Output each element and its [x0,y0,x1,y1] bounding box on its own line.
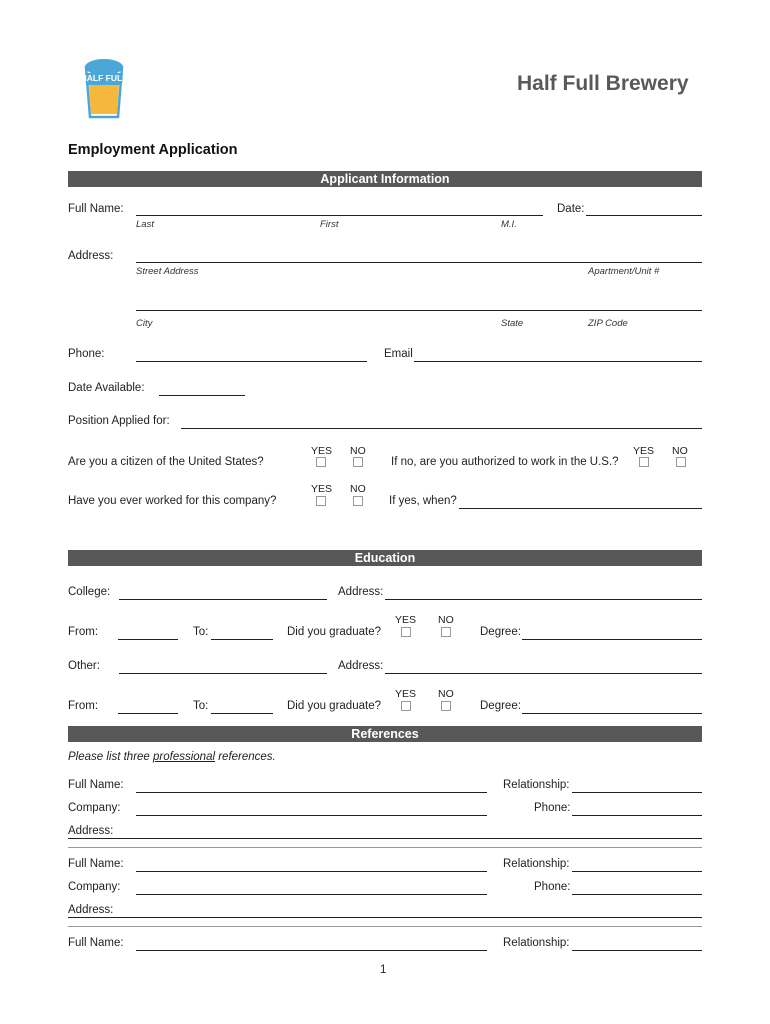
other-from-field[interactable] [118,713,178,714]
ref1-address-label: Address: [68,825,114,837]
citizen-no-checkbox[interactable] [353,457,363,467]
when-field[interactable] [459,508,702,509]
ref1-divider [68,847,702,848]
college-graduate-label: Did you graduate? [287,626,381,638]
zip-sublabel: ZIP Code [588,318,628,329]
other-address-field[interactable] [385,673,702,674]
other-graduate-label: Did you graduate? [287,700,381,712]
citizen-yes-label: YES [311,445,333,457]
ref1-relationship-field[interactable] [572,792,702,793]
college-from-field[interactable] [118,639,178,640]
email-field[interactable] [414,361,702,362]
ref3-full-name-label: Full Name: [68,937,124,949]
college-grad-no-label: NO [438,614,454,626]
ref2-company-label: Company: [68,881,121,893]
full-name-label: Full Name: [68,203,124,215]
college-field[interactable] [119,599,327,600]
mi-sublabel: M.I. [501,219,517,230]
page-number: 1 [380,964,387,976]
other-label: Other: [68,660,100,672]
ref2-address-field[interactable] [68,917,702,918]
college-degree-label: Degree: [480,626,521,638]
city-state-zip-field[interactable] [136,310,702,311]
authorized-no-label: NO [672,445,688,457]
city-sublabel: City [136,318,153,329]
ref2-divider [68,926,702,927]
date-available-label: Date Available: [68,382,145,394]
email-label: Email [384,348,413,360]
ref1-phone-field[interactable] [572,815,702,816]
college-to-field[interactable] [211,639,273,640]
worked-yes-checkbox[interactable] [316,496,326,506]
other-grad-no-checkbox[interactable] [441,701,451,711]
phone-field[interactable] [136,361,367,362]
ref2-full-name-label: Full Name: [68,858,124,870]
state-sublabel: State [501,318,524,329]
other-to-field[interactable] [211,713,273,714]
citizen-yes-checkbox[interactable] [316,457,326,467]
authorized-yes-label: YES [633,445,655,457]
references-instruction: Please list three professional references. [68,751,276,763]
ref1-phone-label: Phone: [534,802,571,814]
other-degree-label: Degree: [480,700,521,712]
date-label: Date: [557,203,585,215]
address-label: Address: [68,250,114,262]
other-degree-field[interactable] [522,713,702,714]
street-address-field[interactable] [136,262,702,263]
citizen-no-label: NO [350,445,366,457]
ref2-relationship-label: Relationship: [503,858,570,870]
authorized-question: If no, are you authorized to work in the U.S.? [391,456,619,468]
street-sublabel: Street Address [136,266,199,277]
worked-no-checkbox[interactable] [353,496,363,506]
ref1-relationship-label: Relationship: [503,779,570,791]
form-title: Employment Application [68,142,238,158]
ref1-address-field[interactable] [68,838,702,839]
other-grad-yes-checkbox[interactable] [401,701,411,711]
ref2-relationship-field[interactable] [572,871,702,872]
college-label: College: [68,586,111,598]
citizen-question: Are you a citizen of the United States? [68,456,264,468]
full-name-field[interactable] [136,215,543,216]
ref3-full-name-field[interactable] [136,950,487,951]
ref2-full-name-field[interactable] [136,871,487,872]
other-grad-no-label: NO [438,688,454,700]
college-from-label: From: [68,626,99,638]
college-grad-yes-checkbox[interactable] [401,627,411,637]
last-sublabel: Last [136,219,154,230]
authorized-yes-checkbox[interactable] [639,457,649,467]
college-address-label: Address: [338,586,384,598]
ref1-full-name-field[interactable] [136,792,487,793]
logo-text: HALF FULL [80,73,128,83]
company-name: Half Full Brewery [517,72,689,95]
college-degree-field[interactable] [522,639,702,640]
brewery-logo [80,55,128,121]
ref1-company-label: Company: [68,802,121,814]
other-to-label: To: [193,700,209,712]
other-from-label: From: [68,700,99,712]
section-education-header: Education [68,550,702,566]
ref2-phone-label: Phone: [534,881,571,893]
authorized-no-checkbox[interactable] [676,457,686,467]
college-address-field[interactable] [385,599,702,600]
when-label: If yes, when? [389,495,457,507]
position-label: Position Applied for: [68,415,170,427]
worked-no-label: NO [350,483,366,495]
college-grad-no-checkbox[interactable] [441,627,451,637]
date-available-field[interactable] [159,395,245,396]
section-references-header: References [68,726,702,742]
ref3-relationship-label: Relationship: [503,937,570,949]
other-grad-yes-label: YES [395,688,417,700]
section-applicant-header: Applicant Information [68,171,702,187]
worked-question: Have you ever worked for this company? [68,495,277,507]
ref2-company-field[interactable] [136,894,487,895]
other-address-label: Address: [338,660,384,672]
ref3-relationship-field[interactable] [572,950,702,951]
ref2-phone-field[interactable] [572,894,702,895]
other-field[interactable] [119,673,327,674]
college-grad-yes-label: YES [395,614,417,626]
worked-yes-label: YES [311,483,333,495]
first-sublabel: First [320,219,339,230]
position-field[interactable] [181,428,702,429]
apt-sublabel: Apartment/Unit # [588,266,660,277]
college-to-label: To: [193,626,209,638]
ref1-company-field[interactable] [136,815,487,816]
ref2-address-label: Address: [68,904,114,916]
date-field[interactable] [586,215,702,216]
phone-label: Phone: [68,348,105,360]
ref1-full-name-label: Full Name: [68,779,124,791]
